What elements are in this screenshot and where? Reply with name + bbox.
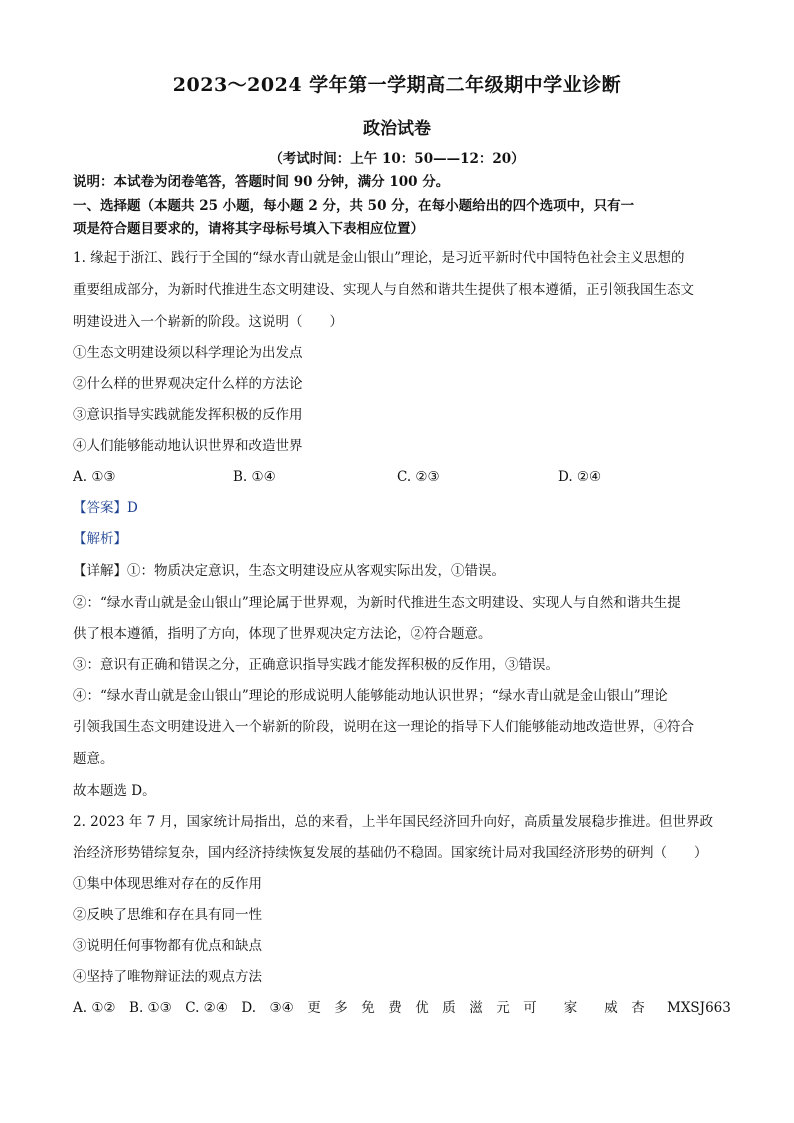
q1-detail-line3: 供了根本遵循，指明了方向，体现了世界观决定方法论，②符合题意。 (73, 626, 492, 642)
q1-detail-line8: 故本题选 D。 (73, 783, 156, 799)
q1-statement-1: ①生态文明建设须以科学理论为出发点 (73, 345, 303, 361)
q2-statement-1: ①集中体现思维对存在的反作用 (73, 876, 262, 892)
q1-statement-3: ③意识指导实践就能发挥积极的反作用 (73, 407, 303, 423)
q1-option-a: A. ①③ (73, 469, 116, 485)
q1-option-d: D. ②④ (558, 469, 602, 485)
watermark-code: MXSJ663 (667, 1000, 731, 1016)
q1-detail-line5: ④：“绿水青山就是金山银山”理论的形成说明人能够能动地认识世界；“绿水青山就是金山银山”理论 (73, 688, 668, 704)
q2-options: A. ①② B. ①③ C. ②④ D. ③④ 更 多 免 费 优 质 滋 元 可 家 威 杏 (73, 1000, 645, 1016)
q1-statement-4: ④人们能够能动地认识世界和改造世界 (73, 438, 303, 454)
section-heading-line2: 项是符合题目要求的，请将其字母标号填入下表相应位置） (73, 221, 424, 237)
q1-detail-line4: ③：意识有正确和错误之分，正确意识指导实践才能发挥积极的反作用，③错误。 (73, 657, 559, 673)
q1-detail-line2: ②：“绿水青山就是金山银山”理论属于世界观，为新时代推进生态文明建设、实现人与自然和谐共生提 (73, 595, 681, 611)
q1-option-b: B. ①④ (233, 469, 276, 485)
q1-stem-line3: 明建设进入一个崭新的阶段。这说明（ ） (73, 314, 343, 330)
q1-detail-line1: 【详解】①：物质决定意识，生态文明建设应从客观实际出发，①错误。 (73, 563, 505, 579)
instructions-note: 说明：本试卷为闭卷笔答，答题时间 90 分钟，满分 100 分。 (73, 174, 450, 190)
subject-title: 政治试卷 (363, 119, 431, 139)
q1-stem-line1: 1. 缘起于浙江、践行于全国的“绿水青山就是金山银山”理论，是习近平新时代中国特色社会主义思想的 (73, 250, 685, 266)
q1-detail-line6: 引领我国生态文明建设进入一个崭新的阶段，说明在这一理论的指导下人们能够能动地改造世界，④符合 (73, 719, 694, 735)
q2-stem-line2: 治经济形势错综复杂，国内经济持续恢复发展的基础仍不稳固。国家统计局对我国经济形势的研判（ ） (73, 845, 708, 861)
q2-statement-2: ②反映了思维和存在具有同一性 (73, 907, 262, 923)
section-heading-line1: 一、选择题（本题共 25 小题，每小题 2 分，共 50 分，在每小题给出的四个选项中，只有一 (73, 198, 635, 214)
q1-statement-2: ②什么样的世界观决定什么样的方法论 (73, 376, 303, 392)
q2-statement-4: ④坚持了唯物辩证法的观点方法 (73, 969, 262, 985)
exam-title: 2023～2024 学年第一学期高二年级期中学业诊断 (172, 74, 622, 96)
q1-option-c: C. ②③ (397, 469, 440, 485)
q2-stem-line1: 2. 2023 年 7 月，国家统计局指出，总的来看，上半年国民经济回升向好，高质量发展稳步推进。但世界政 (73, 814, 713, 830)
q2-statement-3: ③说明任何事物都有优点和缺点 (73, 938, 262, 954)
q1-answer: 【答案】D (73, 500, 138, 516)
q1-detail-line7: 题意。 (73, 751, 114, 767)
q1-stem-line2: 重要组成部分，为新时代推进生态文明建设、实现人与自然和谐共生提供了根本遵循，正引领我国生态文 (73, 282, 694, 298)
exam-time: （考试时间：上午 10：50——12：20） (269, 151, 525, 167)
q1-analysis-label: 【解析】 (73, 531, 127, 547)
q2-options-row (73, 998, 733, 1018)
